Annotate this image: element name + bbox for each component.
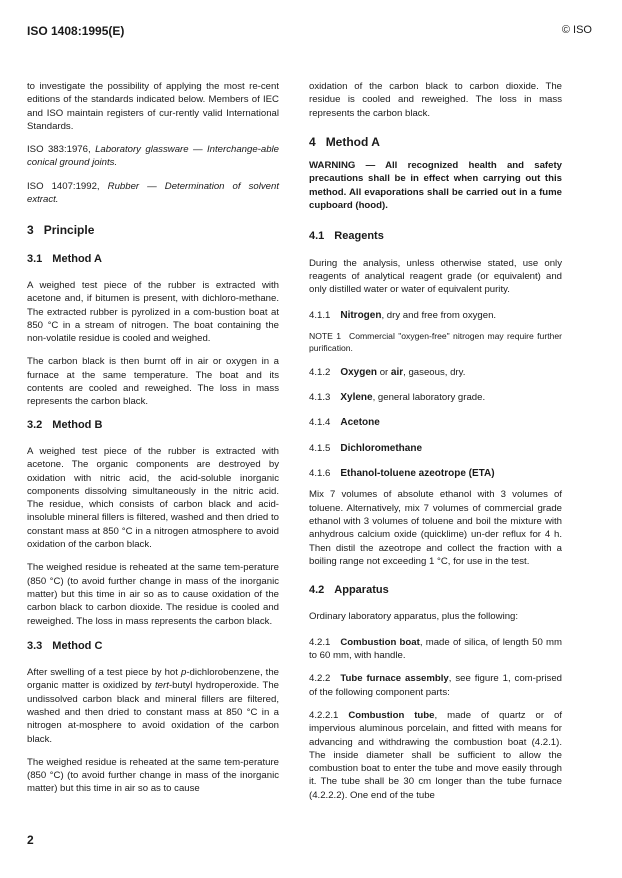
section-heading-4-2: 4.2 Apparatus <box>309 584 389 597</box>
reagent-item: 4.1.2 Oxygen or air, gaseous, dry. <box>309 366 466 378</box>
normative-reference <box>27 143 279 170</box>
apparatus-item: 4.2.2.1 Combustion tube, made of quartz or of impervious aluminous porcelain, and fitted with means for advancing and withdrawing the combustion boat (4.2.1). The inside diameter shall be sufficient to allow the combustion boat to enter the tube and move easily through it. The tube shall be 30 cm longer than the tube furnace (4.2.2.2). One end of the tube <box>309 709 562 801</box>
apparatus-item: 4.2.2 Tube furnace assembly, see figure 1, com-prised of the following component parts: <box>309 673 562 698</box>
paragraph: The weighed residue is reheated at the same tem-perature (850 °C) (to avoid further change in mass of the inorganic matter) but this time in air so as to cause oxidation of the carbon black to carbon dioxide. The residue is cooled and reweighed. The loss in mass represents the carbon black. <box>27 562 279 627</box>
copyright-mark: © ISO <box>561 24 592 36</box>
section-heading-3-2: 3.2 Method B <box>27 418 103 431</box>
reference-title: Laboratory glassware — Interchange-able conical ground joints. <box>27 144 280 169</box>
section-heading-3-3: 3.3 Method C <box>27 639 103 652</box>
normative-reference <box>27 180 279 207</box>
reference-number: ISO 1407:1992, <box>27 180 100 192</box>
reference-title: Rubber — Determination of solvent extract. <box>27 180 279 206</box>
reagent-item: 4.1.1 Nitrogen, dry and free from oxygen. <box>309 309 497 321</box>
reagent-item: 4.1.3 Xylene, general laboratory grade. <box>309 392 486 404</box>
apparatus-item: 4.2.1 Combustion boat, made of silica, of length 50 mm to 60 mm, with handle. <box>309 636 563 662</box>
paragraph: Mix 7 volumes of absolute ethanol with 3 volumes of toluene. Alternatively, mix 7 volumes of commercial grade ethanol with 3 volumes of toluene and boil the mixture with anhydrous calcium oxide (quicklime) un-der reflux for 4 h. Then distil the azeotrope and collect the fraction with a boiling range not exceeding 1 °C, for use in the test. <box>309 489 562 567</box>
paragraph: The weighed residue is reheated at the same tem-perature (850 °C) (to avoid further change in mass of the inorganic matter) but this time in air so as to cause <box>27 756 279 795</box>
paragraph: to investigate the possibility of applying the most re-cent editions of the standards indicated below. Members of IEC and ISO maintain registers of cur-rently valid International Standards. <box>27 81 279 132</box>
reagent-item: 4.1.4 Acetone <box>309 417 380 429</box>
page-number: 2 <box>27 833 34 847</box>
left-column <box>27 80 279 806</box>
reagent-item: 4.1.6 Ethanol-toluene azeotrope (ETA) <box>309 468 495 480</box>
section-heading-4: 4 Method A <box>309 134 380 149</box>
document-standard-id: ISO 1408:1995(E) <box>27 24 125 38</box>
paragraph: After swelling of a test piece by hot p-dichlorobenzene, the organic matter is oxidized by tert-butyl hydroperoxide. The undissolved carbon black and mineral fillers are filtered, washed and then dried to constant mass at 850 °C in a nitrogen at-mosphere to avoid oxidation of the carbon black. <box>27 667 279 745</box>
paragraph: A weighed test piece of the rubber is extracted with acetone and, if bitumen is present, with dichloro-methane. The extracted rubber is pyrolized in a com-bustion boat at 850 °C in a stream of nitrogen. The boat containing the non-volatile residue is cooled and weighed. <box>27 279 279 345</box>
reagent-item: 4.1.5 Dichloromethane <box>309 442 423 454</box>
right-column <box>309 80 562 812</box>
paragraph: A weighed test piece of the rubber is extracted with acetone. The organic components are destroyed by oxidation with nitric acid, the acid-soluble inorganic components dissolving simultaneously in the nitric acid. The residue, which consists of carbon black and acid-insoluble mineral fillers is filtered, washed and then dried to constant mass at 850 °C in a nitrogen atmosphere to avoid oxidation of the carbon black. <box>27 445 279 551</box>
section-heading-4-1: 4.1 Reagents <box>309 230 384 243</box>
paragraph: oxidation of the carbon black to carbon dioxide. The residue is cooled and reweighed. The loss in mass represents the carbon black. <box>309 81 562 119</box>
reference-number: ISO 383:1976, <box>27 144 91 156</box>
warning-text: WARNING — All recognized health and safety precautions shall be in effect when carrying out this method. All evaporations shall be carried out in a fume cupboard (hood). <box>309 160 562 212</box>
paragraph: Ordinary laboratory apparatus, plus the following: <box>309 611 519 623</box>
paragraph: During the analysis, unless otherwise stated, use only reagents of analytical reagent grade (or equivalent) and only distilled water or water of equivalent purity. <box>309 257 562 296</box>
paragraph: The carbon black is then burnt off in air or oxygen in a furnace at the same temperature. The boat and its contents are cooled and reweighed. The loss in mass represents the carbon black. <box>27 356 279 408</box>
section-heading-3: 3 Principle <box>27 223 95 238</box>
section-heading-3-1: 3.1 Method A <box>27 252 102 265</box>
note: NOTE 1 Commercial "oxygen-free" nitrogen may require further purification. <box>309 330 562 353</box>
